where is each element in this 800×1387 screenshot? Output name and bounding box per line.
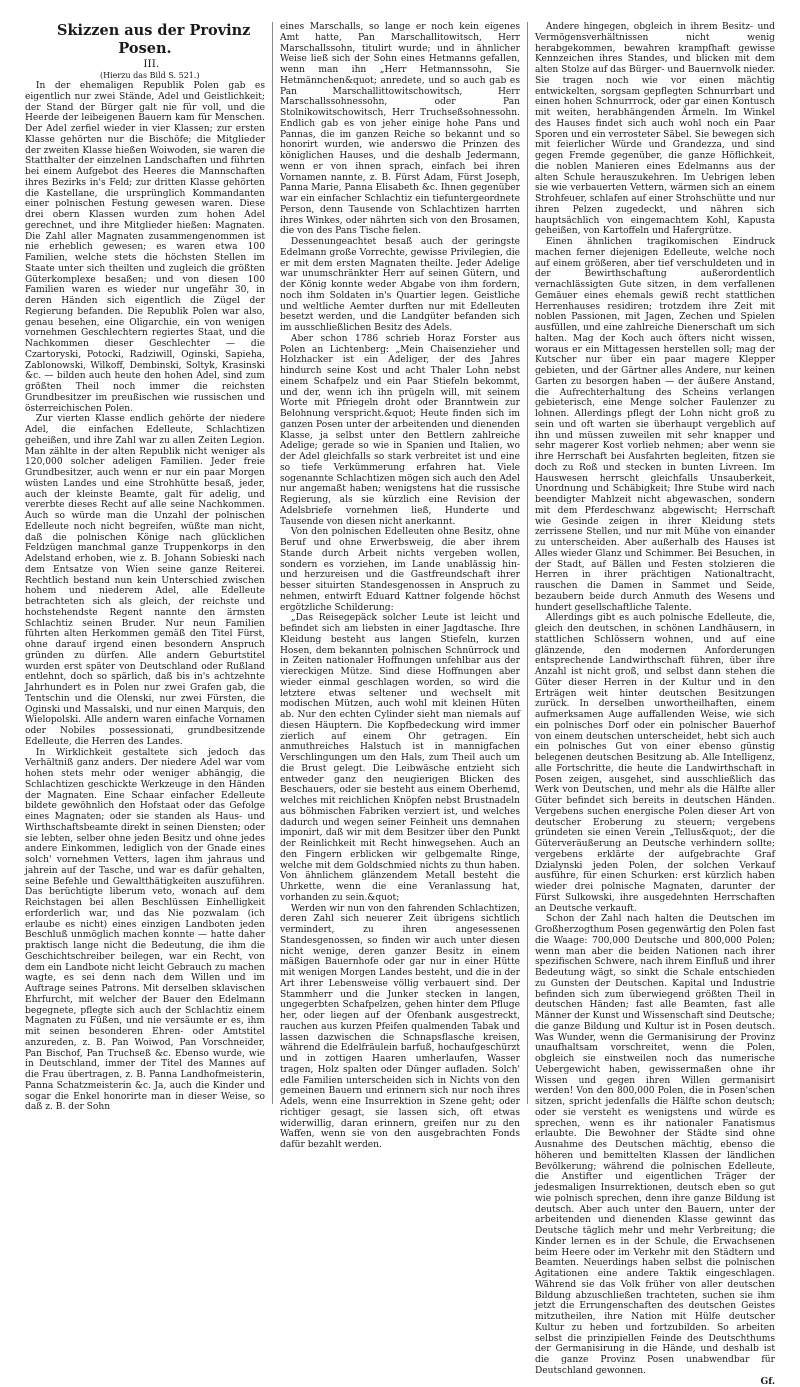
figure-reference: (Hierzu das Bild S. 521.) bbox=[25, 71, 265, 81]
article-title: Skizzen aus der Provinz Posen. bbox=[25, 22, 265, 58]
paragraph: Dessenungeachtet besaß auch der geringste Edelmann große Vorrechte, gewisse Privilegien, die er mit dem ersten Magnaten theilte. Jeder Adelige war unumschränkter Herr auf seinen Gütern, und der König konnte weder Abgabe von ihm fordern, noch ihm Soldaten in's Quartier legen. Geistliche und weltliche Aemter durften nur mit Edelleuten besetzt werden, und die Landgüter befanden sich im ausschließlichen Besitz des Adels. bbox=[280, 237, 520, 334]
paragraph: Aber schon 1786 schrieb Horaz Forster aus Polen an Lichtenberg: „Mein Chaisenzieher und Holzhacker ist ein Adeliger, der des Jahres hindurch seine Kost und acht Thaler Lohn nebst einem Schafpelz und ein Paar Stiefeln bekommt, und der, wenn ich ihn prügeln will, mit seinem Worte mit Pfriegeln droht oder Branntwein zur Belohnung verspricht.&quot; Heute finden sich im ganzen Posen unter der arbeitenden und dienenden Klasse, ja selbst unter den Bettlern zahlreiche Adelige; gerade so wie in Spanien und Italien, wo der Adel gleichfalls so stark verbreitet ist und eine so tiefe Verkümmerung erfahren hat. Viele sogenannte Schlachtizen mögen sich auch den Adel nur angemaßt haben; wenigstens hat die russische Regierung, als sie kürzlich eine Revision der Adelsbriefe vornehmen ließ, Hunderte und Tausende von diesen nicht anerkannt. bbox=[280, 334, 520, 528]
article-columns bbox=[18, 22, 782, 1104]
paragraph: In Wirklichkeit gestaltete sich jedoch das Verhältniß ganz anders. Der niedere Adel war vom hohen stets mehr oder weniger abhängig, die Schlachtizen geschickte Werkzeuge in den Händen der Magnaten. Eine Schaar einfacher Edelleute bildete gewöhnlich den Hofstaat oder das Gefolge eines Magnaten; oder sie standen als Haus- und Wirthschaftsbeamte direkt in seinen Diensten; oder sie lebten, selber ohne jeden Besitz und ohne jedes andere Einkommen, lediglich von der Gnade eines solch' vornehmen Vetters, lagen ihm jahraus und jahrein auf der Tasche, und war es dafür gehalten, seine Befehle und Gewaltthätigkeiten auszuführen. Das berüchtigte liberum veto, wonach auf dem Reichstagen bei allen Beschlüssen Einhelligkeit erforderlich war, und das Nie pozwalam (ich erlaube es nicht) eines einzigen Landboten jeden Beschluß unmöglich machen konnte — hatte daher praktisch lange nicht die Bedeutung, die ihm die Geschichtschreiber beilegen, war ein Recht, von dem ein Landbote nicht leicht Gebrauch zu machen wagte, es sei denn nach dem Willen und im Auftrage seines Patrons. Mit derselben sklavischen Ehrfurcht, mit welcher der Bauer den Edelmann begegnete, pflegte sich auch der Schlachtiz einem Magnaten zu Füßen, und nie versäumte er es, ihm mit seinen besonderen Ehren- oder Amtstitel anzureden, z. B. Pan Woiwod, Pan Vorschneider, Pan Bischof, Pan Truchseß &c. Ebenso wurde, wie in Deutschland, immer der Titel des Mannes auf die Frau übertragen, z. B. Panna Landhofmeisterin, Panna Schatzmeisterin &c. Ja, auch die Kinder und sogar die Enkel honorirte man in dieser Weise, so daß z. B. der Sohn bbox=[25, 748, 265, 1114]
paragraph: In der ehemaligen Republik Polen gab es eigentlich nur zwei Stände, Adel und Geistlichkeit; der Stand der Bürger galt nie für voll, und die Heerde der leibeigenen Bauern kam für Menschen. Der Adel zerfiel wieder in vier Klassen; zur ersten Klasse gehörten nur die Bischöfe; die Mitglieder der zweiten Klasse hießen Woiwoden, sie waren die Statthalter der einzelnen Landschaften und führten bei einem Aufgebot des Heeres die Mannschaften ihres Bezirks in's Feld; zur dritten Klasse gehörten die Kastellane, die ursprünglich Kommandanten einer polnischen Festung gewesen waren. Diese drei obern Klassen wurden zum hohen Adel gerechnet, und ihre Mitglieder hießen: Magnaten. Die Zahl aller Magnaten zusammengenommen ist nie erheblich gewesen; es waren etwa 100 Familien, welche stets die höchsten Stellen im Staate unter sich theilten und zugleich die größten Güterkomplexe besaßen; und von diesen 100 Familien waren es wieder nur ungefähr 30, in deren Händen sich eigentlich die Zügel der Regierung befanden. Die Republik Polen war also, genau besehen, eine Oligarchie, ein von wenigen vornehmen Geschlechtern regiertes Staat, und die Nachkommen dieser Geschlechter — die Czartoryski, Potocki, Radziwill, Oginski, Sapieha, Zablonowski, Wilkoff, Dembinski, Soltyk, Krasinski &c. — bilden auch heute den hohen Adel, sind zum größten Theil noch immer die reichsten Grundbesitzer im preußischen wie russischen und österreichischen Polen. bbox=[25, 81, 265, 414]
paragraph: Einen ähnlichen tragikomischen Eindruck machen ferner diejenigen Edelleute, welche noch auf einem größeren, aber tief verschuldeten und in der Bewirthschaftung außerordentlich vernachlässigten Gute sitzen, in dem verfallenen Gemäuer eines ehemals gewiß recht stattlichen Herrenhauses residiren; trotzdem ihre Zeit mit noblen Passionen, mit Jagen, Zechen und Spielen ausfüllen, und eine zahlreiche Dienerschaft um sich halten. Mag der Koch auch öfters nicht wissen, woraus er ein Mittagessen herstellen soll; mag der Kutscher nur über ein paar magere Klepper gebieten, und der Gärtner alles Andere, nur keinen Garten zu besorgen haben — der äußere Anstand, die Aufrechterhaltung des Scheins verlangen gebieterisch, eine Menge solcher Faulenzer zu lohnen. Allerdings pflegt der Lohn nicht groß zu sein und oft warten sie überhaupt vergeblich auf ihn und müssen zuweilen mit sehr knapper und sehr magerer Kost vorlieb nehmen; aber wenn sie ihre Herrschaft bei Ausfahrten begleiten, fitzen sie doch zu Roß und stecken in bunten Livreen. Im Hauswesen herrscht gleichfalls Unsauberkeit, Unordnung und Schäbigkeit; Ihre Stube wird nach beendigter Mahlzeit nicht abgewaschen, sondern mit dem Pferdeschwanz abgewischt; Herrschaft wie Gesinde zeigen in ihrer Kleidung stets zerrissene Stellen, und nur mit Mühe von einander zu unterscheiden. Aber außerhalb des Hauses ist Alles wieder Glanz und Schimmer. Bei Besuchen, in der Stadt, auf Bällen und Festen stolzieren die Herren in ihrer prächtigen Nationaltracht, rauschen die Damen in Sammet und Seide, bezaubern beide durch Anmuth des Wesens und hundert gesellschaftliche Talente. bbox=[535, 237, 775, 613]
paragraph: Andere hingegen, obgleich in ihrem Besitz- und Vermögensverhältnissen nicht wenig herabgekommen, bewahren krampfhaft gewisse Kennzeichen ihres Standes, und blicken mit dem alten Stolze auf das Bürger- und Bauernvolk nieder. Sie tragen noch wie vor einen mächtig entwickelten, sorgsam gepflegten Schnurrbart und einen hohen Schnurrrock, oder gar einen Kontusch mit weiten, herabhängenden Ärmeln. Im Winkel des Hauses findet sich auch wohl noch ein Paar Sporen und ein verrosteter Säbel. Sie bewegen sich mit feierlicher Würde und Grandezza, und sind gegen Fremde gegenüber, die ganze Höflichkeit, die noblen Manieren eines Edelmanns aus der alten Schule herauszukehren. Im Uebrigen leben sie wie verbauerten Vettern, wärmen sich an einem Strohfeuer, schlafen auf einer Strohschütte und nur ihren Pelzen zugedeckt, und nähren sich hauptsächlich von eingemachtem Kohl, Kapusta geheißen, von Kartoffeln und Hafergrütze. bbox=[535, 22, 775, 237]
column-2 bbox=[272, 22, 527, 1104]
author-signature: Gf. bbox=[535, 1377, 775, 1387]
paragraph: Schon der Zahl nach halten die Deutschen im Großherzogthum Posen gegenwärtig den Polen fast die Waage: 700,000 Deutsche und 800,000 Polen; wenn man aber die beiden Nationen nach ihrer spezifischen Schwere, nach ihrem Einfluß und ihrer Bedeutung wägt, so sinkt die Schale entschieden zu Gunsten der Deutschen. Kapital und Industrie befinden sich zum überwiegend größten Theil in deutschen Händen; fast alle Beamten, fast alle Männer der Kunst und Wissenschaft sind Deutsche; die ganze Bildung und Kultur ist in Posen deutsch. Was Wunder, wenn die Germanisirung der Provinz unaufhaltsam vorschreitet, wenn die Polen, obgleich sie einstweilen noch das numerische Uebergewicht haben, gewissermaßen ohne ihr Wissen und gegen ihren Willen germanisirt werden! Von den 800,000 Polen, die in Posen'schen sitzen, spricht jedenfalls die Hälfte schon deutsch; oder sie versteht es wenigstens und würde es sprechen, wenn es ihr nationaler Fanatismus erlaubte. Die Bewohner der Städte sind ohne Ausnahme des Deutschen mächtig, ebenso die höheren und bemittelten Klassen der ländlichen Bevölkerung; während die polnischen Edelleute, die Anstifter und eigentlichen Träger der jedesmaligen Insurrektionen, deutsch eben so gut wie polnisch sprechen, denn ihre ganze Bildung ist deutsch. Aber auch unter den Bauern, unter der arbeitenden und dienenden Klasse gewinnt das Deutsche täglich mehr und mehr Verbreitung; die Kinder lernen es in der Schule, die Erwachsenen beim Heere oder im Verkehr mit den Städtern und Beamten. Neuerdings haben selbst die polnischen Agitationen eine andere Taktik eingeschlagen. Während sie das Volk früher von aller deutschen Bildung abzuschließen trachteten, suchen sie ihm jetzt die Errungenschaften des deutschen Geistes mitzutheilen, ihre Nation mit Hülfe deutscher Kultur zu heben und fortzubilden. So arbeiten selbst die prinzipiellen Feinde des Deutschthums der Germanisirung in die Hände, und deshalb ist die ganze Provinz Posen unabwendbar für Deutschland gewonnen. bbox=[535, 914, 775, 1376]
quoted-paragraph: „Das Reisegepäck solcher Leute ist leicht und befindet sich am liebsten in einer Jagdtasche. Ihre Kleidung besteht aus langen Stiefeln, kurzen Hosen, dem bekannten polnischen Schnürrock und in Zeiten nationaler Hoffnungen unfehlbar aus der viereckigen Mütze. Sind diese Hoffnungen aber wieder einmal geschlagen worden, so wird die letztere etwas seltener und wechselt mit modischen Mützen, auch wohl mit kleinen Hüten ab. Nur den echten Cylinder sieht man niemals auf diesen Häuptern. Die Kopfbedeckung wird immer zierlich auf einem Ohr getragen. Ein anmuthreiches Halstuch ist in mannigfachen Verschlingungen um den Hals, zum Theil auch um die Brust gelegt. Die Leibwäsche entzieht sich entweder ganz den neugierigen Blicken des Beschauers, oder sie besteht aus einem Oberhemd, welches mit reichlichen Knöpfen nebst Brustnadeln aus böhmischen Fabriken verziert ist, und welches dadurch und wegen seiner Feinheit uns demnahen imponirt, daß wir mit dem Besitzer über den Punkt der Reinlichkeit mit Recht hinwegsehen. Auch an den Fingern erblicken wir gelbgemalte Ringe, welche mit dem Goldschmied nichts zu thun haben. Von ähnlichem glänzendem Metall besteht die Uhrkette, wenn die eine Veranlassung hat, vorhanden zu sein.&quot; bbox=[280, 613, 520, 903]
paragraph: Werden wir nun von den fahrenden Schlachtizen, deren Zahl sich neuerer Zeit übrigens sichtlich vermindert, zu ihren angesessenen Standesgenossen, so finden wir auch unter diesen nicht wenige, deren ganzer Besitz in einem mäßigen Bauernhofe oder gar nur in einer Hütte mit wenigen Morgen Landes besteht, und die in der Art ihrer Lebensweise völlig verbauert sind. Der Stammherr und die Junker stecken in langen, ungegerbten Schafpelzen, gehen hinter dem Pfluge her, oder liegen auf der Ofenbank ausgestreckt, rauchen aus kurzen Pfeifen qualmenden Tabak und lassen dazwischen die Schnapsflasche kreisen, während die Edelfräulein barfuß, hochaufgeschürzt und in zottigen Haaren umherlaufen, Wasser tragen, Holz spalten oder Dünger aufladen. Solch' edle Familien unterscheiden sich in Nichts von den gemeinen Bauern und erinnern sich nur noch ihres Adels, wenn eine Insurrektion in Szene geht; oder richtiger gesagt, sie lassen sich, oft etwas widerwillig, daran erinnern, greifen nur zu den Waffen, wenn sie von den ausgebrachten Fonds dafür bezahlt werden. bbox=[280, 904, 520, 1151]
paragraph: eines Marschalls, so lange er noch kein eigenes Amt hatte, Pan Marschallitowitsch, Herr Marschallssohn, titulirt wurde; und in ähnlicher Weise ließ sich der Sohn eines Hetmanns gefallen, wenn man ihn „Herr Hetmannssohn, Sie Hetmännchen&quot; anredete, und so auch gab es Pan Marschallittowitschowitsch, Herr Marschallssohnessohn, oder Pan Stolnikowitschowitsch, Herr Truchseßsohnessohn. Endlich gab es von jeher einige hohe Pans und Pannas, die im ganzen Reiche so bekannt und so honorirt wurden, wie anderswo die Prinzen des königlichen Hauses, und die deshalb Jedermann, wenn er von ihnen sprach, einfach bei ihren Vornamen nannte, z. B. Fürst Adam, Fürst Joseph, Panna Marie, Panna Elisabeth &c. Ihnen gegenüber war ein einfacher Schlachtiz ein tiefuntergeordnete Person, denn Tausende von Schlachtizen harrten ihres Winkes, oder nährten sich von den Brosamen, die von des Pans Tische fielen. bbox=[280, 22, 520, 237]
column-3 bbox=[527, 22, 782, 1104]
paragraph: Von den polnischen Edelleuten ohne Besitz, ohne Beruf und ohne Erwerbsweig, die aber ihrem Stande durch Arbeit nichts vergeben wollen, sondern es vorziehen, im Lande unablässig hin- und herzureisen und die Gastfreundschaft ihrer besser situirten Standesgenossen in Anspruch zu nehmen, entwirft Eduard Kattner folgende höchst ergötzliche Schilderung: bbox=[280, 527, 520, 613]
section-number: III. bbox=[25, 58, 265, 71]
paragraph: Zur vierten Klasse endlich gehörte der niedere Adel, die einfachen Edelleute, Schlachtizen geheißen, und ihre Zahl war zu allen Zeiten Legion. Man zählte in der alten Republik nicht weniger als 120,000 solcher adeligen Familien. Jeder freie Grundbesitzer, auch wenn er nur ein paar Morgen wüsten Landes und eine Strohhütte besaß, jeder, auch der kleinste Beamte, galt für adelig, und vererbte dieses Recht auf alle seine Nachkommen. Auch so würde man die Unzahl der polnischen Edelleute noch nicht begreifen, wüßte man nicht, daß die polnischen Könige nach glücklichen Feldzügen manchmal ganze Truppenkorps in den Adelstand erhoben, wie z. B. Johann Sobieski nach dem Entsatze von Wien seine ganze Reiterei. Rechtlich bestand nun kein Unterschied zwischen hohem und niederem Adel, alle Edelleute betrachteten sich als gleich, der reichste und hochstehendste Regent nannte den ärmsten Schlachtiz seinen Bruder. Nur neun Familien führten alten Herkommen gemäß den Titel Fürst, ohne darauf irgend einen besondern Anspruch gründen zu dürfen. Alle andern Geburtstitel wurden erst später von Deutschland oder Rußland entlehnt, doch so spärlich, daß bis in's achtzehnte Jahrhundert es in Polen nur zwei Grafen gab, die Tentschin und die Olenski, nur zwei Fürsten, die Oginski und Massalski, und nur einen Marquis, den Wielopolski. Alle andern waren einfache Vornamen oder Nobiles possessionati, grundbesitzende Edelleute, die Herren des Landes. bbox=[25, 414, 265, 747]
column-1 bbox=[18, 22, 272, 1104]
paragraph: Allerdings gibt es auch polnische Edelleute, die, gleich den deutschen, in schönen Landhäusern, in stattlichen Schlössern wohnen, und auf eine glänzende, den modernen Anforderungen entsprechende Landwirthschaft führen, über ihre Anzahl ist nicht groß, und selbst dann stehen die Güter dieser Herren in der Kultur und in den Erträgen weit hinter deutschen Besitzungen zurück. In derselben unwortheilhaften, einem aufmerksamen Auge auffallenden Weise, wie sich ein polnisches Dorf oder ein polnischer Bauerhof von einem deutschen unterscheidet, hebt sich auch ein polnisches Gut von einer ebenso günstig belegenen deutschen Besitzung ab. Alle Intelligenz, alle Fortschritte, die heute die Landwirthschaft in Posen zeigen, ausgehet, sind ausschließlich das Werk von Deutschen, und mehr als die Hälfte aller Güter befindet sich bereits in deutschen Händen. Vergebens suchen energische Polen dieser Art von deutscher Eroberung zu steuern; vergebens gründeten sie einen Verein „Tellus&quot;, der die Güterveräußerung an Deutsche verhindern sollte; vergebens erklärte der aufgebrachte Graf Dzialynski jeden Polen, der solchen Verkauf ausführe, für einen Schurken: erst kürzlich haben wieder drei polnische Magnaten, darunter der Fürst Sulkowski, ihre ausgedehnten Herrschaften an Deutsche verkauft. bbox=[535, 613, 775, 914]
